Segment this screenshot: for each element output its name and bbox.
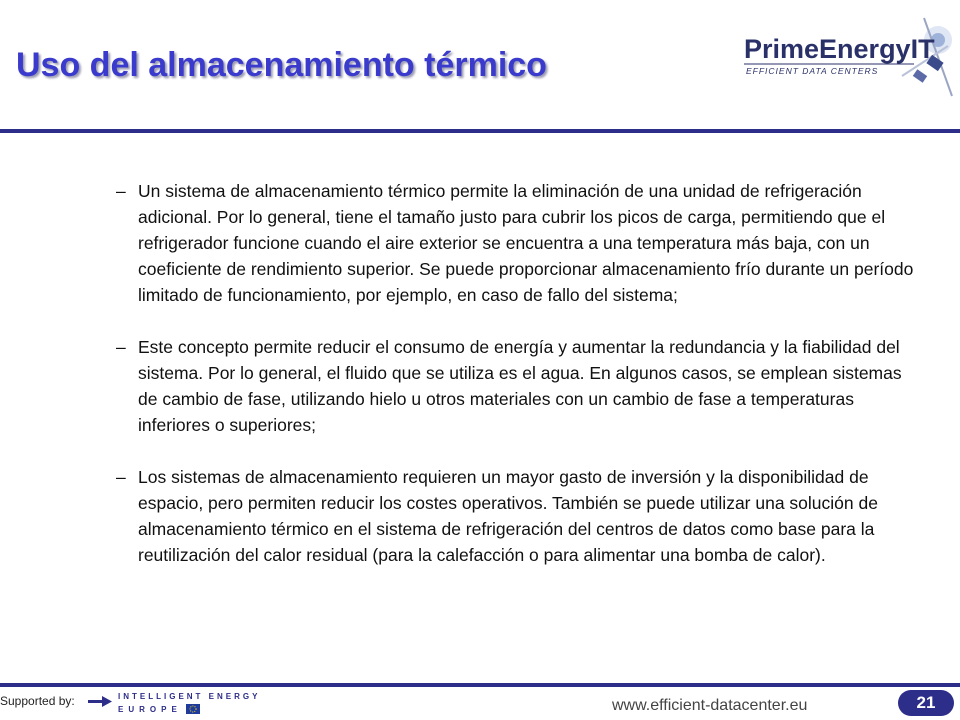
supported-by-label: Supported by: <box>0 694 75 708</box>
slide-title: Uso del almacenamiento térmico <box>16 46 547 84</box>
logo-brand-text: PrimeEnergyIT <box>744 34 935 64</box>
intelligent-energy-europe-logo <box>88 688 268 716</box>
list-item <box>116 178 916 308</box>
logo-tagline: EFFICIENT DATA CENTERS <box>746 66 879 76</box>
primeenergyit-logo <box>742 6 954 102</box>
arrow-icon <box>88 700 102 703</box>
bullet-list <box>116 178 916 594</box>
footer-rule <box>0 683 960 687</box>
list-item <box>116 334 916 438</box>
bullet-text: Un sistema de almacenamiento térmico permite la eliminación de una unidad de refrigeración adicional. Por lo general, tiene el tamaño justo para cubrir los picos de carga, permitiendo que el refrigerador funcione cuando el aire exterior se encuentra a una temperatura más baja, con un coeficiente de rendimiento superior. Se puede proporcionar almacenamiento frío durante un período limitado de funcionamiento, por ejemplo, en caso de fallo del sistema; <box>138 181 914 305</box>
iee-line2: EUROPE <box>118 705 182 714</box>
bullet-marker: – <box>116 337 126 357</box>
bullet-marker: – <box>116 467 126 487</box>
bullet-marker: – <box>116 181 126 201</box>
page-number-badge: 21 <box>898 690 954 716</box>
bullet-text: Este concepto permite reducir el consumo de energía y aumentar la redundancia y la fiabilidad del sistema. Por lo general, el fluido que se utiliza es el agua. En algunos casos, se emplean sistemas de cambio de fase, utilizando hielo u otros materiales con un cambio de fase a temperaturas inferiores o superiores; <box>138 337 902 435</box>
website-url[interactable]: www.efficient-datacenter.eu <box>612 697 808 714</box>
iee-line1: INTELLIGENT ENERGY <box>118 692 261 701</box>
list-item <box>116 464 916 568</box>
bullet-text: Los sistemas de almacenamiento requieren un mayor gasto de inversión y la disponibilidad de espacio, pero permiten reducir los costes operativos. También se puede utilizar una solución de almacenamiento térmico en el sistema de refrigeración del centros de datos como base para la reutilización del calor residual (para la calefacción o para alimentar una bomba de calor). <box>138 467 878 565</box>
header-rule <box>0 129 960 133</box>
